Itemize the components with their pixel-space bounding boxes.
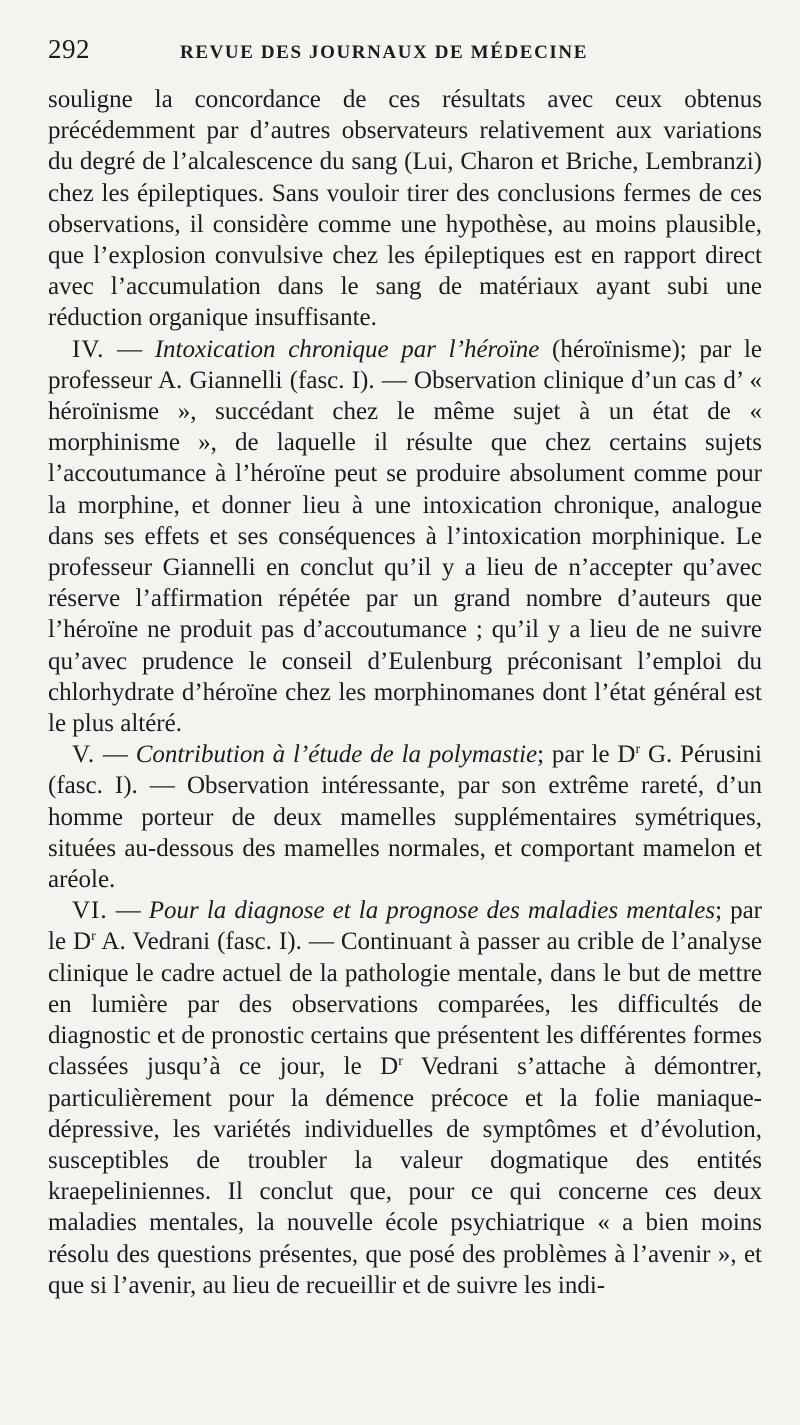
section-number: VI.: [72, 897, 108, 925]
paragraph-text: souligne la concordance de ces résultats avec ceux obtenus précédemment par d’autres observateurs relativement aux variations du degré de l’alcalescence du sang (Lui, Charon et Briche, Lembranzi) chez les épileptiques. Sans vouloir tirer des conclusions fermes de ces observations, il considère comme une hypothèse, au moins plausible, que l’explosion convulsive chez les épileptiques est en rapport direct avec l’accumulation dans le sang de matériaux ayant subi une réduction organique insuffisante.: [48, 86, 762, 332]
section-number: IV.: [72, 335, 105, 363]
em-dash: —: [107, 897, 149, 925]
section-iv: [48, 334, 762, 740]
section-vi: [48, 895, 762, 1301]
page-number: 292: [48, 34, 90, 64]
paragraph-continuation: [48, 84, 762, 334]
section-title: Contribution à l’étude de la polymastie: [135, 741, 538, 769]
body-text: [48, 84, 762, 1301]
journal-title: REVUE DES JOURNAUX DE MÉDECINE: [180, 42, 588, 63]
section-title-suffix: (héroïnisme);: [539, 335, 687, 363]
section-title: Intoxication chronique par l’héroïne: [154, 335, 540, 363]
section-body: par le professeur A. Giannelli (fasc. I). — Observation clinique d’un cas d’ « héroïnisme », succédant chez le même sujet à un état de « morphinisme », de laquelle il résulte que chez certains sujets l’accoutumance à l’héroïne peut se produire absolument comme pour la morphine, et donner lieu à une intoxication chronique, analogue dans ses effets et ses conséquences à l’intoxication morphinique. Le professeur Giannelli en conclut qu’il y a lieu de n’accepter qu’avec réserve l’affirmation répétée par un grand nombre d’auteurs que l’héroïne ne produit pas d’accoutumance ; qu’il y a lieu de ne suivre qu’avec prudence le conseil d’Eulenburg préconisant l’emploi du chlorhydrate d’héroïne chez les morphinomanes dont l’état général est le plus altéré.: [48, 335, 763, 738]
running-head: [48, 34, 762, 84]
section-body: A. Vedrani (fasc. I). — Continuant à passer au crible de l’analyse clinique le cadre actuel de la pathologie mentale, dans le but de mettre en lumière par des observations comparées, les difficultés de diagnostic et de pronostic certains que présentent les différentes formes classées jusqu’à ce jour, le D: [48, 928, 762, 1081]
section-body-continued: Vedrani s’attache à démontrer, particulièrement pour la démence précoce et la folie maniaque-dépressive, les variétés individuelles de symptômes et d’évolution, susceptibles de troubler la valeur dogmatique des entités kraepeliniennes. Il conclut que, pour ce qui concerne ces deux maladies mentales, la nouvelle école psychiatrique « a bien moins résolu des questions présentes, que posé des problèmes à l’avenir », et que si l’avenir, au lieu de recueillir et de suivre les indi-: [48, 1053, 762, 1299]
section-number: V.: [72, 741, 96, 769]
section-title-suffix: ; par le D: [537, 741, 636, 769]
em-dash: —: [95, 741, 136, 769]
superscript: r: [91, 929, 96, 945]
section-title: Pour la diagnose et la prognose des maladies mentales: [148, 897, 716, 925]
em-dash: —: [104, 335, 155, 363]
section-title-suffix: ; par le D: [48, 897, 762, 956]
section-v: [48, 739, 762, 895]
superscript: r: [398, 1054, 403, 1070]
section-body: G. Pérusini (fasc. I). — Observation intéressante, par son extrême rareté, d’un homme porteur de deux mamelles supplémentaires symétriques, situées au-dessous des mamelles normales, et comportant mamelon et aréole.: [48, 741, 762, 894]
superscript: r: [635, 742, 641, 758]
